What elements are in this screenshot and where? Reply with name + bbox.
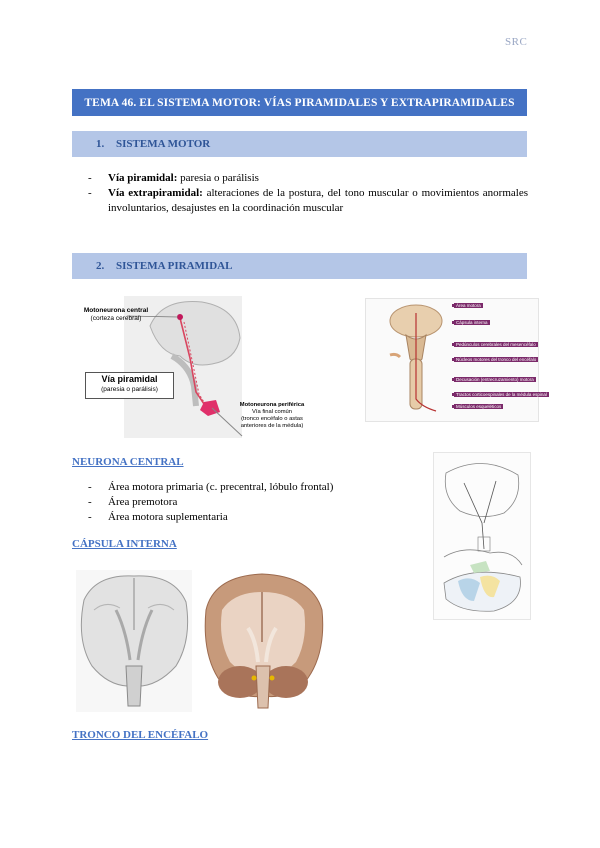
section-title: SISTEMA MOTOR (116, 138, 211, 150)
neurona-list (88, 480, 388, 525)
list-text: alteraciones de la postura, del tono muscular o movimientos anormales involuntarios, desajustes en la coordinación muscular (108, 187, 529, 214)
peripheral-label: Motoneurona periférica Vía final común (tronco encéfalo o astas anteriores de la médula) (239, 402, 305, 429)
brain-section-grey-illustration (76, 570, 192, 712)
source-tag: SRC (505, 36, 528, 48)
cortex-illustration (434, 453, 530, 619)
brain-section-drawing (76, 570, 192, 712)
corticospinal-tract-figure: Área motora Cápsula interna Pedúnculos cerebrales del mesencéfalo Núcleos motores del tronco del encéfalo Decusación (entrecruzamiento) motora Tractos corticoespinales de la médula espinal Músculos esqueléticos (365, 298, 539, 422)
central-label: Motoneurona central (corteza cerebral) (83, 307, 149, 322)
list-item: - Área premotora (88, 495, 388, 510)
brain-section-color-illustration (200, 570, 327, 712)
list-item (88, 171, 528, 186)
section-header-1 (72, 131, 527, 157)
section-header-2 (72, 253, 527, 279)
list-item: - Área motora suplementaria (88, 510, 388, 525)
section-number: 1. (96, 138, 105, 150)
list-term: Vía extrapiramidal: (108, 187, 203, 199)
subheading-neurona-central[interactable]: NEURONA CENTRAL (72, 456, 184, 468)
pyramidal-pathway-figure (72, 296, 312, 438)
list-item (88, 186, 528, 216)
list-text: paresia o parálisis (180, 172, 259, 184)
subheading-capsula-interna[interactable]: CÁPSULA INTERNA (72, 538, 177, 550)
brain-section-photo (200, 570, 327, 712)
subheading-tronco-encefalo[interactable]: TRONCO DEL ENCÉFALO (72, 729, 209, 741)
via-piramidal-box: Vía piramidal (paresia o parálisis) (85, 372, 174, 399)
list-term: Vía piramidal: (108, 172, 178, 184)
section-title: SISTEMA PIRAMIDAL (116, 260, 233, 272)
motor-list (88, 171, 528, 216)
document-title: TEMA 46. EL SISTEMA MOTOR: VÍAS PIRAMIDALES Y EXTRAPIRAMIDALES (72, 89, 527, 116)
list-item: - Área motora primaria (c. precentral, lóbulo frontal) (88, 480, 388, 495)
cortical-areas-figure (433, 452, 531, 620)
section-number: 2. (96, 260, 105, 272)
